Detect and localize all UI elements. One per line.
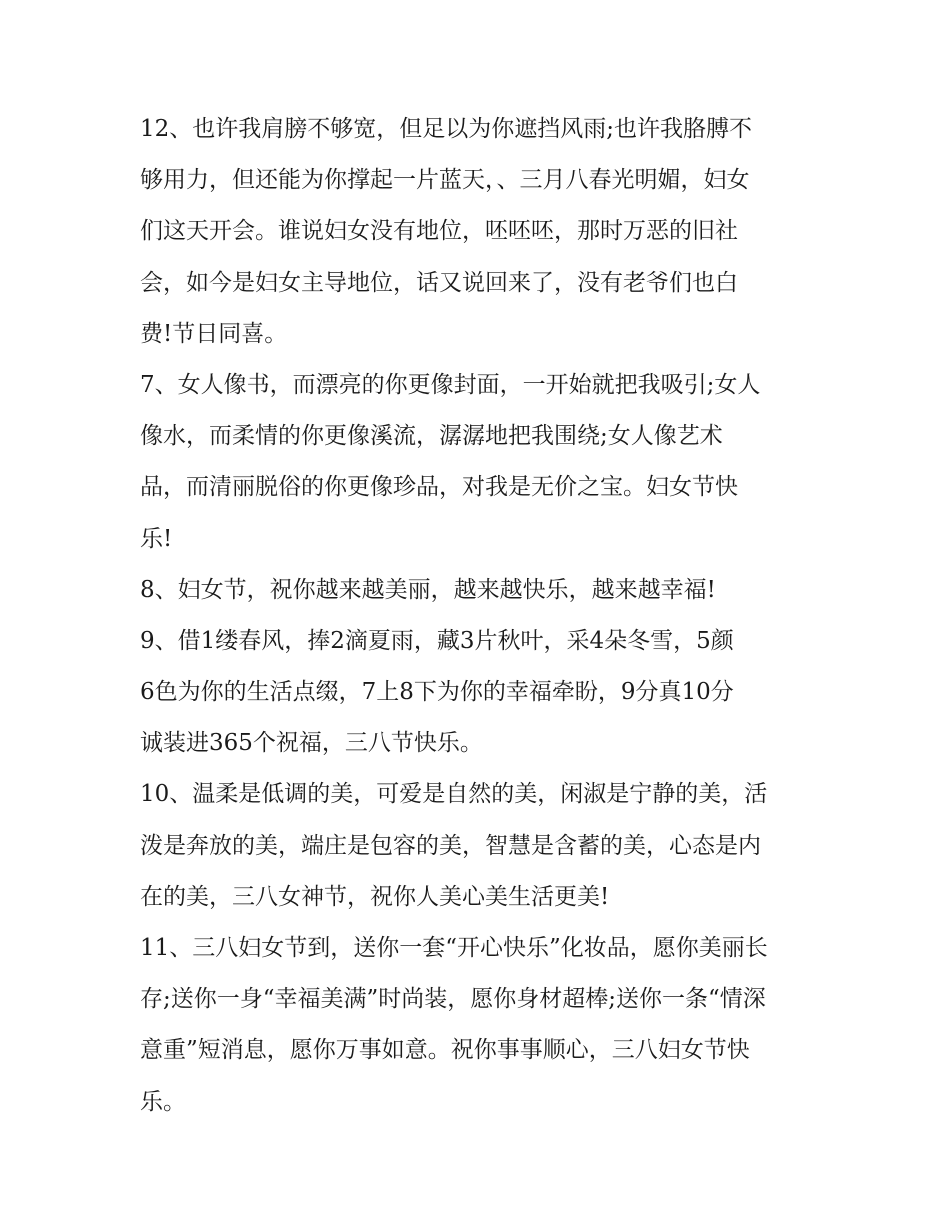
text-line: 6色为你的生活点缀，7上8下为你的幸福牵盼，9分真10分 [140, 679, 734, 706]
text-line: 品，而清丽脱俗的你更像珍品，对我是无价之宝。妇女节快 [140, 474, 738, 501]
text-line: 费!节日同喜。 [140, 320, 288, 347]
document-body [140, 104, 815, 1128]
text-line: 意重”短消息，愿你万事如意。祝你事事顺心，三八妇女节快 [140, 1037, 750, 1064]
text-line: 9、借1缕春风，捧2滴夏雨，藏3片秋叶，采4朵冬雪，5颜 [140, 627, 734, 654]
text-line: 10、温柔是低调的美，可爱是自然的美，闲淑是宁静的美，活 [140, 781, 768, 808]
text-line: 12、也许我肩膀不够宽，但足以为你遮挡风雨;也许我胳膊不 [140, 116, 753, 142]
text-line: 7、女人像书，而漂亮的你更像封面，一开始就把我吸引;女人 [140, 371, 761, 398]
text-line: 存;送你一身“幸福美满”时尚装，愿你身材超棒;送你一条“情深 [140, 986, 766, 1013]
text-line: 诚装进365个祝福，三八节快乐。 [140, 730, 483, 757]
text-line: 11、三八妇女节到，送你一套“开心快乐”化妆品，愿你美丽长 [140, 935, 768, 961]
text-line: 泼是奔放的美，端庄是包容的美，智慧是含蓄的美，心态是内 [140, 832, 761, 859]
text-line: 够用力，但还能为你撑起一片蓝天，、三月八春光明媚，妇女 [140, 167, 750, 194]
text-line: 在的美，三八女神节，祝你人美心美生活更美! [140, 883, 610, 910]
text-line: 8、妇女节，祝你越来越美丽，越来越快乐，越来越幸福! [140, 576, 716, 603]
text-line: 乐。 [140, 1088, 186, 1115]
text-line: 们这天开会。谁说妇女没有地位，呸呸呸，那时万恶的旧社 [140, 218, 738, 245]
text-line: 像水，而柔情的你更像溪流，潺潺地把我围绕;女人像艺术 [140, 423, 723, 450]
text-line: 会，如今是妇女主导地位，话又说回来了，没有老爷们也白 [140, 269, 738, 296]
text-line: 乐! [140, 525, 173, 552]
